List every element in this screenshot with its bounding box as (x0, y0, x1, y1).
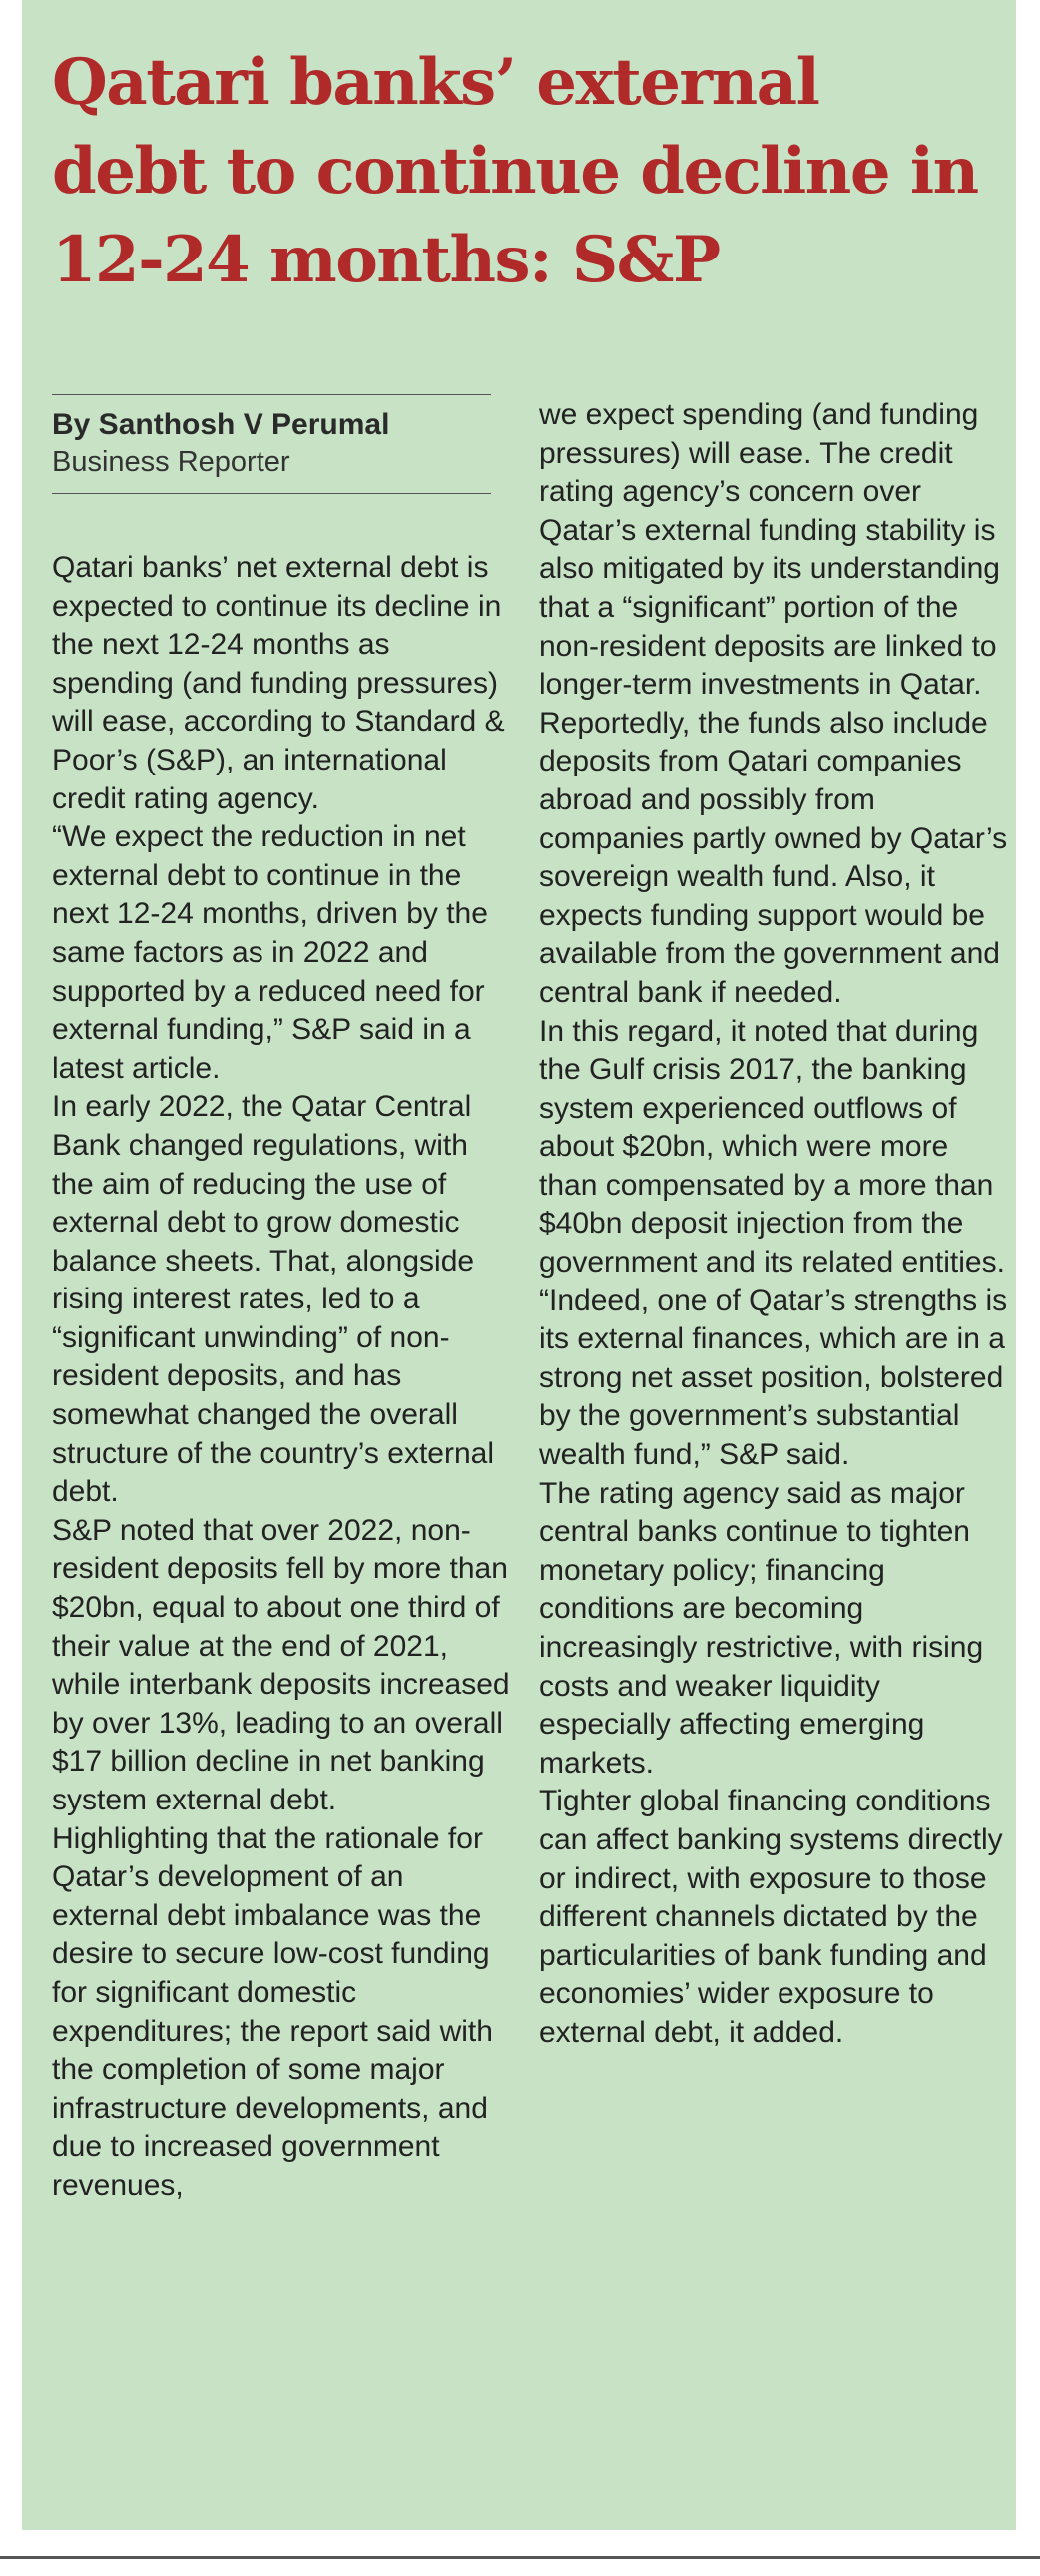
paragraph: In this regard, it noted that during the Gulf crisis 2017, the banking system experienced outflows of about $20bn, which were more than compensated by a more than $40bn deposit injection from the government and its related entities. (539, 1014, 1005, 1280)
paragraph: The rating agency said as major central banks continue to tighten monetary policy; financing conditions are becoming increasingly restrictive, with rising costs and weaker liquidity especially affecting emerging markets. (539, 1476, 984, 1780)
byline (52, 394, 491, 494)
paragraph: Highlighting that the rationale for Qatar’s development of an external debt imbalance was the desire to secure low-cost funding for significant domestic expenditures; the report said with the completion of some major infrastructure developments, and due to increased government revenues, (52, 1821, 493, 2202)
paragraph: In early 2022, the Qatar Central Bank changed regulations, with the aim of reducing the use of external debt to grow domestic balance sheets. That, alongside rising interest rates, led to a “significant unwinding” of non-resident deposits, and has somewhat changed the overall structure of the country’s external debt. (52, 1090, 494, 1509)
bottom-divider (0, 2556, 1040, 2559)
author-name: By Santhosh V Perumal (52, 408, 390, 441)
right-column (539, 396, 1008, 2053)
paragraph: Tighter global financing conditions can affect banking systems directly or indirect, with exposure to those different channels dictated by the particularities of bank funding and economies’ wider exposure to external debt, it added. (539, 1785, 1003, 2049)
paragraph: Qatari banks’ net external debt is expected to continue its decline in the next 12-24 months as spending (and funding pressures) will ease, according to Standard & Poor’s (S&P), an international credit rating agency. (52, 551, 505, 815)
left-column (52, 549, 511, 2206)
paragraph: “We expect the reduction in net external debt to continue in the next 12-24 months, driven by the same factors as in 2022 and supported by a reduced need for external funding,” S&P said in a latest article. (52, 820, 488, 1085)
author-role: Business Reporter (52, 446, 290, 478)
paragraph: S&P noted that over 2022, non-resident deposits fell by more than $20bn, equal to about one third of their value at the end of 2021, while interbank deposits increased by over 13%, leading to an overall $17 billion decline in net banking system external debt. (52, 1513, 510, 1816)
article-panel (22, 0, 1016, 2530)
headline: Qatari banks’ external debt to continue decline in 12-24 months: S&P (52, 45, 978, 297)
paragraph: we expect spending (and funding pressures) will ease. The credit rating agency’s concern over Qatar’s external funding stability is also mitigated by its understanding that a “significant” portion of the non-resident deposits are linked to longer-term investments in Qatar. Reportedly, the funds also include deposits from Qatari companies abroad and possibly from companies partly owned by Qatar’s sovereign wealth fund. Also, it expects funding support would be available from the government and central bank if needed. (539, 398, 1008, 1009)
paragraph: “Indeed, one of Qatar’s strengths is its external finances, which are in a strong net asset position, bolstered by the government’s substantial wealth fund,” S&P said. (539, 1284, 1008, 1472)
